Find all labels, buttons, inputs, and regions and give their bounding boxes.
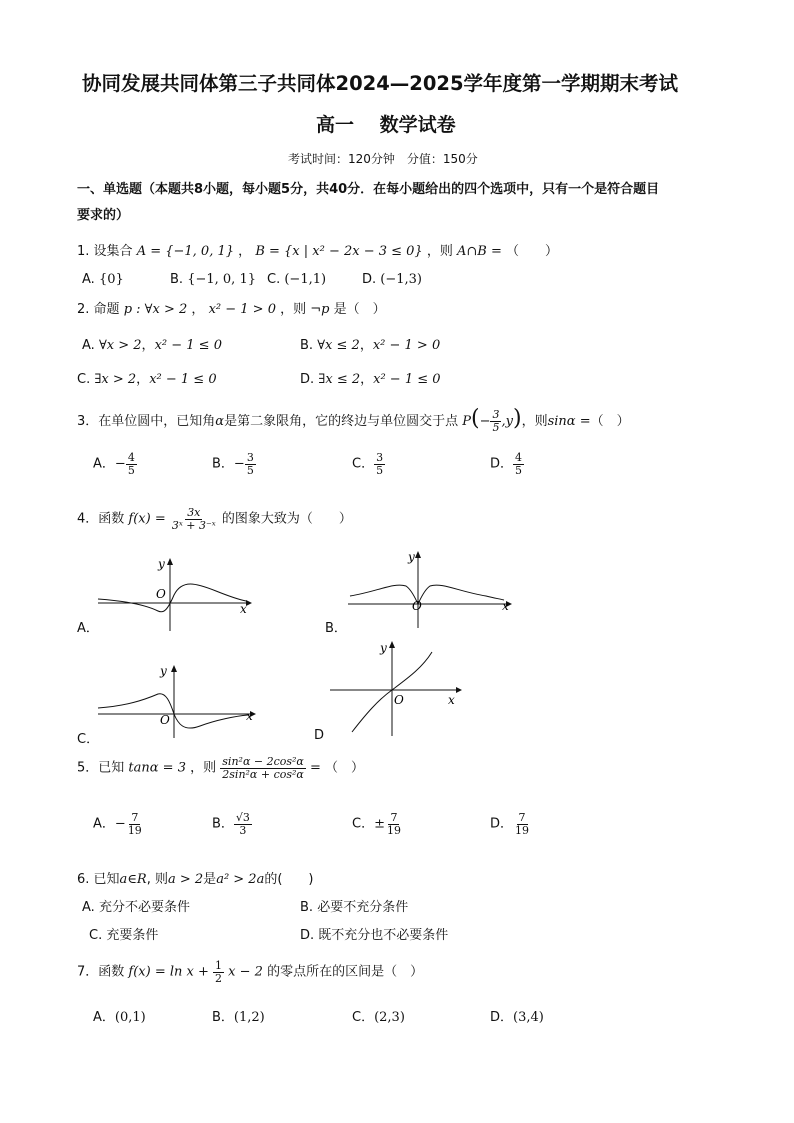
q2-option-b: B. ∀x ≤ 2，x² − 1 > 0 [300,338,441,353]
q2-proposition: p : ∀x > 2 [123,302,188,317]
graph-c [96,662,260,740]
graph-a-x-label: x [240,602,247,616]
q2-option-d: D. ∃x ≤ 2，x² − 1 ≤ 0 [300,372,441,387]
q3-option-b: B．− $\frac{3}{5}$ [212,451,254,477]
graph-d-y-label: y [380,641,387,655]
graph-a-origin: O [156,587,166,601]
q1-option-a: A. {0} [82,272,124,287]
question-1 [77,240,558,259]
section-heading-line2: 要求的） [77,208,130,223]
exam-title: 协同发展共同体第三子共同体2024—2025学年度第一学期期末考试 [82,72,679,95]
q1-paren: （ ） [506,244,559,259]
question-4: 4．函数 f(x) = $\frac{3x}{\text{3ˣ + 3⁻ˣ}}$ 的图象大致为（ ） [77,506,352,532]
question-5: 5．已知 tanα = 3 ，则 $\frac{\text{sin²α − 2cos²α}}{\text{2sin²α + cos²α}}$ = （ ） [77,755,365,781]
q4-option-b-label: B． [325,621,347,636]
section-heading-line1: 一、单选题（本题共8小题，每小题5分，共40分．在每小题给出的四个选项中，只有一个是符合题目 [77,182,660,197]
q4-option-c-label: C． [77,732,100,747]
q1-option-b: B. {−1, 0, 1} [170,272,256,287]
question-3: 3．在单位圆中，已知角α是第二象限角，它的终边与单位圆交于点 P(− $\frac{3}{5}$ ,y)，则sinα =（ ） [77,406,630,434]
graph-a [96,555,256,633]
q6-option-d: D. 既不充分也不必要条件 [300,928,449,943]
graph-b-x-label: x [502,599,509,613]
q7-option-a: A．(0,1) [93,1010,146,1025]
q1-then: ，则 [426,244,453,259]
q5-option-d: D． $\frac{7}{19}$ [490,811,530,837]
q7-option-b: B．(1,2) [212,1010,265,1025]
q3-option-d: D． $\frac{4}{5}$ [490,451,523,477]
graph-d-origin: O [394,693,404,707]
question-2: 2. 命题 p : ∀x > 2 ， x² − 1 > 0 ，则 ¬p 是（ ） [77,302,386,317]
question-7: 7．函数 f(x) = ln x + $\frac{1}{2}$ x − 2 的零点所在的区间是（ ） [77,959,424,985]
graph-b [346,548,514,630]
q1-expr: A∩B = [457,244,502,259]
graph-a-y-label: y [158,557,165,571]
q2-option-a: A. ∀x > 2，x² − 1 ≤ 0 [82,338,222,353]
q3-point: P(− $\frac{3}{5}$ ,y) [462,406,522,434]
q5-option-a: A．− $\frac{7}{19}$ [93,811,142,837]
q1-option-d: D. (−1,3) [362,272,423,287]
graph-c-x-label: x [246,709,253,723]
graph-b-origin: O [412,599,422,613]
q6-option-c: C. 充要条件 [89,928,159,943]
q2-neg: ¬p [310,302,330,317]
q1-set-b: B = {x | x² − 2x − 3 ≤ 0} [255,244,423,259]
q1-comma: ， [238,244,252,259]
q6-option-a: A. 充分不必要条件 [82,900,190,915]
exam-subtitle: 高一 数学试卷 [316,114,456,136]
question-6: 6. 已知a∈R, 则a > 2是a² > 2a的( ) [77,872,314,887]
q1-set-a: A = {−1, 0, 1} [136,244,235,259]
graph-d [328,638,464,738]
q6-option-b: B. 必要不充分条件 [300,900,409,915]
graph-d-x-label: x [448,693,455,707]
q1-option-c: C. (−1,1) [267,272,327,287]
exam-info: 考试时间：120分钟 分值：150分 [288,152,478,166]
graph-b-y-label: y [408,550,415,564]
q5-option-c: C．± $\frac{7}{19}$ [352,811,401,837]
q3-option-a: A．− $\frac{4}{5}$ [93,451,135,477]
q7-option-d: D．(3,4) [490,1010,544,1025]
q4-option-d-label: D [314,728,325,743]
q5-option-b: B． $\frac{√3}{3}$ [212,811,250,837]
graph-c-y-label: y [160,664,167,678]
q2-option-c: C. ∃x > 2，x² − 1 ≤ 0 [77,372,217,387]
q3-option-c: C． $\frac{3}{5}$ [352,451,384,477]
q1-prefix: 1. 设集合 [77,244,133,259]
q4-option-a-label: A． [77,621,99,636]
q2-expr: x² − 1 > 0 [208,302,276,317]
graph-c-origin: O [160,713,170,727]
q7-option-c: C．(2,3) [352,1010,405,1025]
